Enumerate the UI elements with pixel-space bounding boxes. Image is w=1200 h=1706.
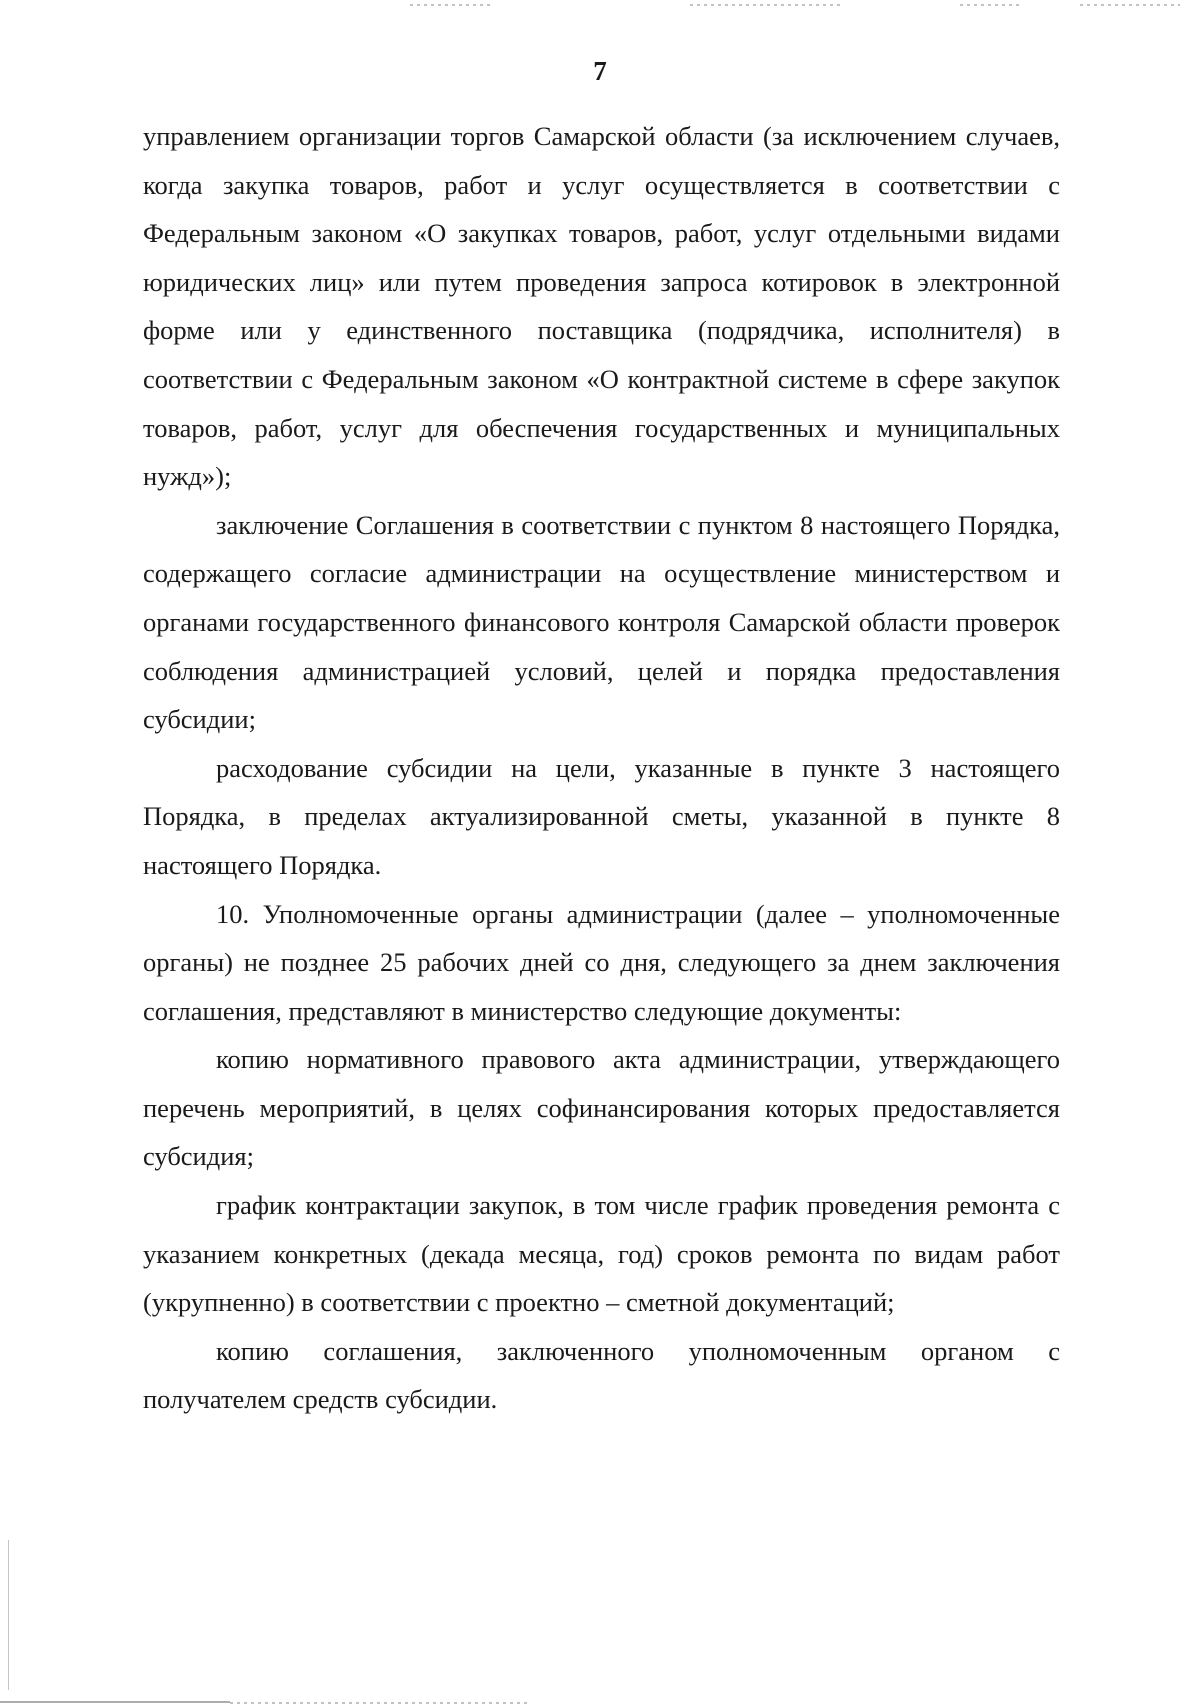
- document-body: [143, 112, 1060, 1424]
- paragraph-copy-agreement: копию соглашения, заключенного уполномоченным органом с получателем средств субсидии.: [143, 1335, 1060, 1415]
- paragraph-copy-legal-act: копию нормативного правового акта администрации, утверждающего перечень мероприятий, в целях софинансирования которых предоставляется субсидия;: [143, 1044, 1060, 1172]
- page-number: 7: [593, 56, 607, 86]
- scan-artifact-bottom-2: [230, 1702, 530, 1704]
- paragraph-agreement-conclusion: заключение Соглашения в соответствии с пунктом 8 настоящего Порядка, содержащего согласие администрации на осуществление министерством и органами государственного финансового контроля Самарской области проверок соблюдения администрацией условий, целей и порядка предоставления субсидии;: [143, 509, 1060, 735]
- paragraph-procurement-continuation: управлением организации торгов Самарской области (за исключением случаев, когда закупка товаров, работ и услуг осуществляется в соответствии с Федеральным законом «О закупках товаров, работ, услуг отдельными видами юридических лиц» или путем проведения запроса котировок в электронной форме или у единственного поставщика (подрядчика, исполнителя) в соответствии с Федеральным законом «О контрактной системе в сфере закупок товаров, работ, услуг для обеспечения государственных и муниципальных нужд»);: [143, 121, 1060, 492]
- paragraph-procurement-schedule: график контрактации закупок, в том числе график проведения ремонта с указанием конкретных (декада месяца, год) сроков ремонта по видам работ (укрупненно) в соответствии с проектно – сметной документаций;: [143, 1190, 1060, 1318]
- scan-artifact-top-2: [690, 4, 840, 6]
- paragraph-subsidy-spending: расходование субсидии на цели, указанные в пункте 3 настоящего Порядка, в пределах актуализированной сметы, указанной в пункте 8 настоящего Порядка.: [143, 752, 1060, 880]
- scan-artifact-bottom-line: [0, 1701, 230, 1703]
- paragraph-item-10: 10. Уполномоченные органы администрации (далее – уполномоченные органы) не позднее 25 рабочих дней со дня, следующего за днем заключения соглашения, представляют в министерство следующие документы:: [143, 898, 1060, 1026]
- scan-artifact-top-3: [960, 4, 1020, 6]
- scan-artifact-top-1: [410, 4, 490, 6]
- scan-artifact-left-edge: [8, 1540, 9, 1690]
- scan-artifact-top-4: [1080, 4, 1180, 6]
